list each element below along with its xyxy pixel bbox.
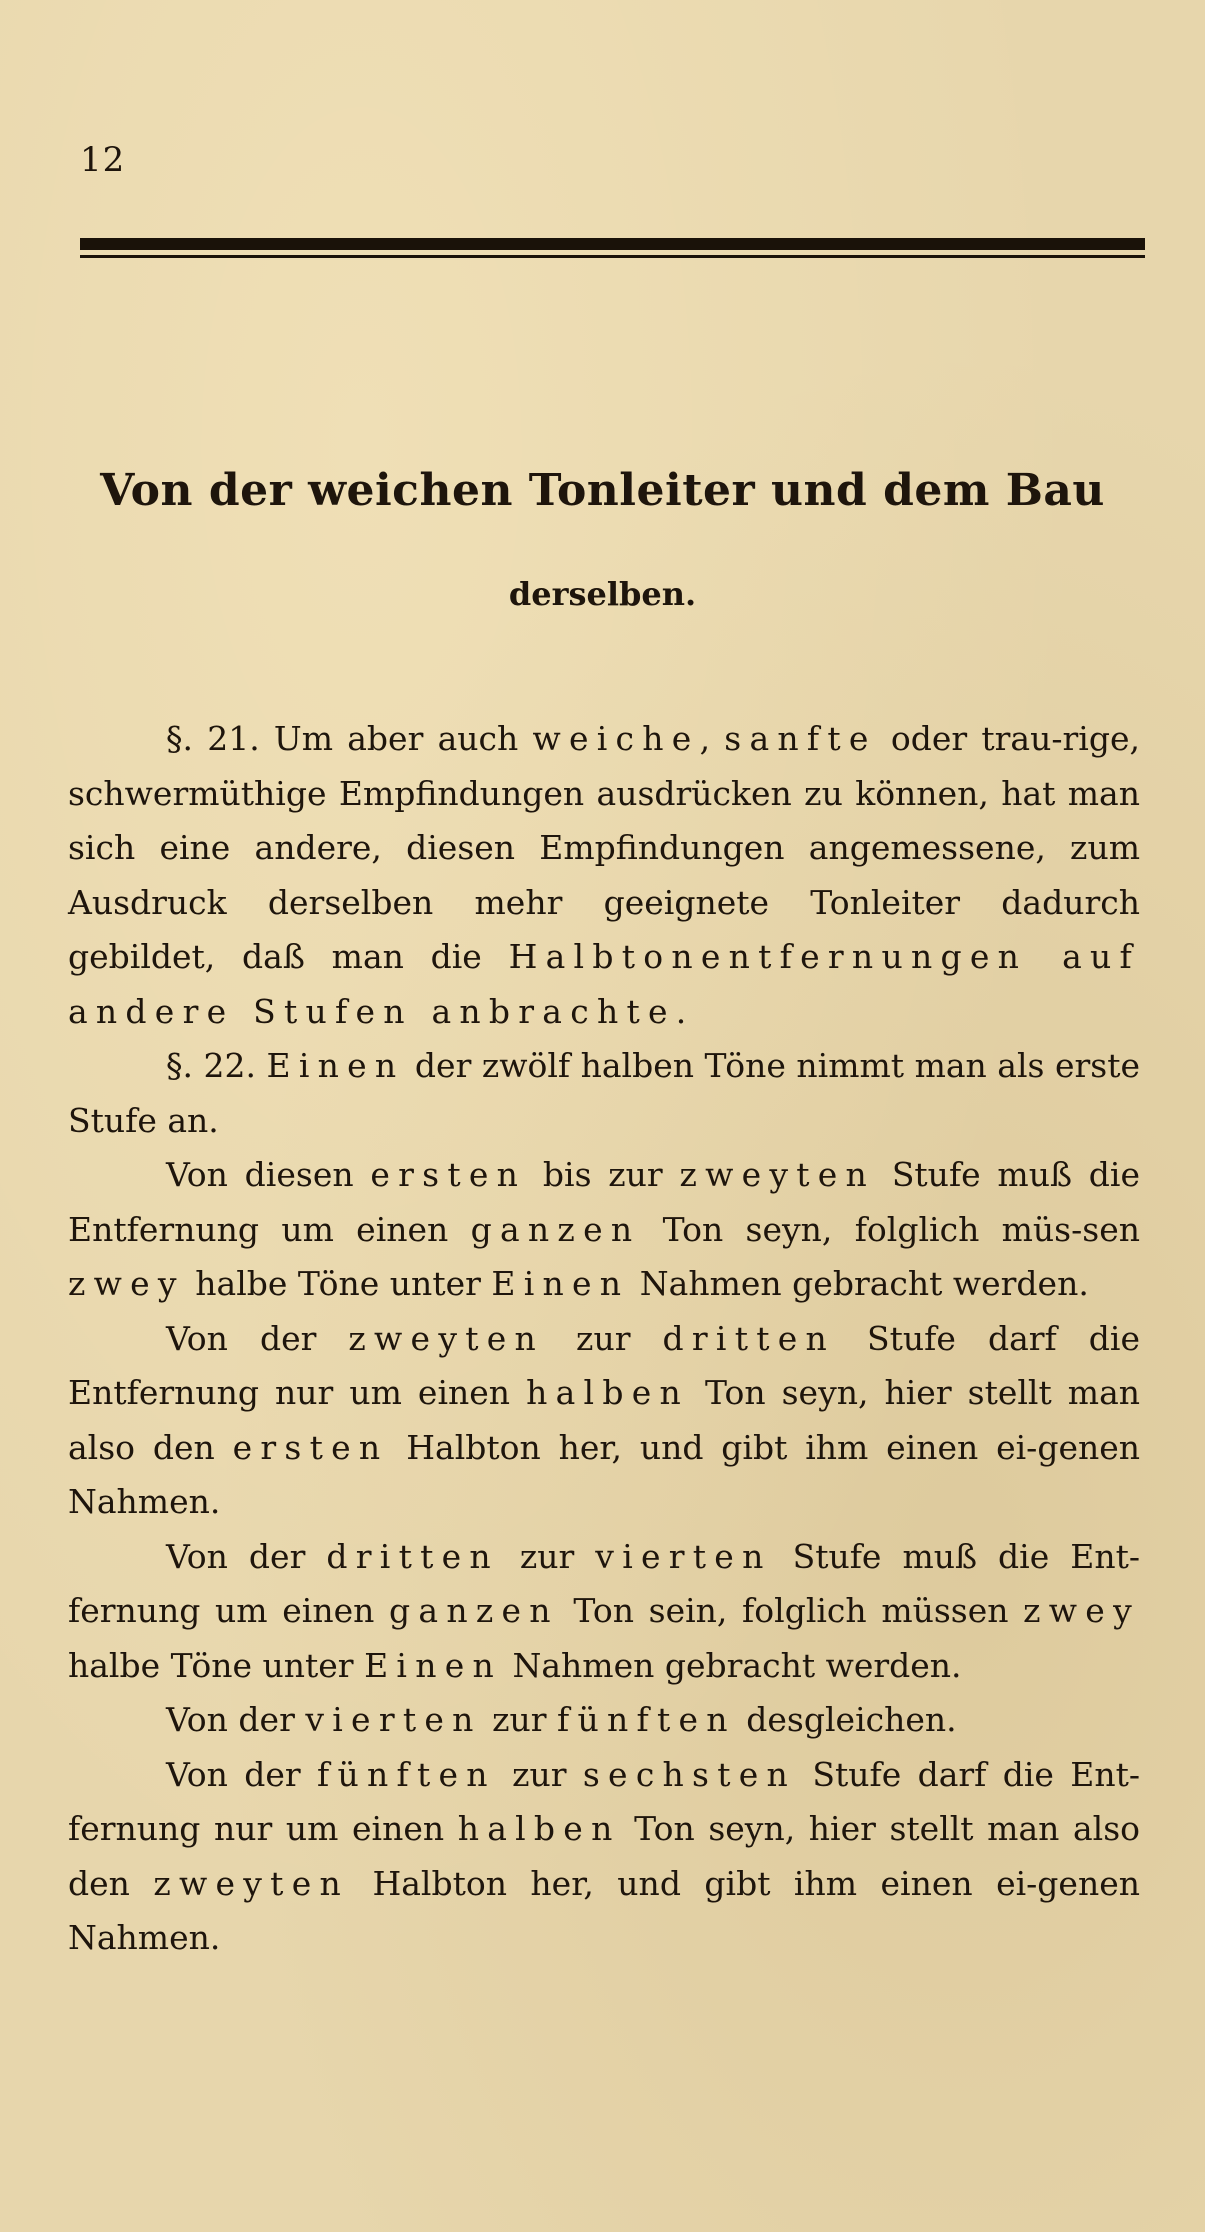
emphasized-word: dritten [662, 1318, 836, 1358]
emphasized-word: vierten [595, 1536, 772, 1576]
text-run: Stufe darf die Entfernung nur um einen [68, 1318, 1140, 1412]
text-run: Stufe muß die Entfernung um einen [68, 1155, 1140, 1249]
emphasized-word: halben [526, 1373, 689, 1412]
text-run: . [675, 991, 687, 1031]
paragraph-fifth-sixth-step [68, 1748, 1140, 1966]
text-run: , [699, 719, 725, 758]
text-run: Stufe muß die Ent-fernung um einen [68, 1536, 1140, 1630]
text-run: der zwölf halben Töne nimmt man als erste Stufe an. [68, 1046, 1140, 1140]
emphasized-word: zwey [68, 1264, 185, 1303]
emphasized-word: dritten [326, 1536, 499, 1576]
paragraph-21 [68, 712, 1140, 1039]
emphasized-word: zweyten [153, 1863, 349, 1903]
text-run: Halbton her, und gibt ihm einen ei-genen Nahmen. [68, 1863, 1140, 1957]
text-run: Nahmen gebracht werden. [502, 1645, 962, 1685]
text-run: desgleichen. [735, 1700, 957, 1739]
text-run: Von der [166, 1536, 327, 1576]
text-run: §. 21. Um aber auch [166, 719, 533, 758]
text-run: oder trau-rige, schwermüthige Empfindungen ausdrücken zu können, hat man sich eine andere, diesen Empfindungen angemessene, zum Ausdruck derselben mehr geeignete Tonleiter dadurch gebildet, daß man die [68, 719, 1140, 976]
text-run: §. 22. [166, 1046, 267, 1085]
emphasized-word: Einen [266, 1046, 405, 1085]
text-run: Ton seyn, hier stellt man also den [68, 1809, 1140, 1903]
page-number: 12 [80, 140, 126, 180]
text-run: zur [544, 1318, 663, 1358]
emphasized-word: fünften [317, 1754, 496, 1794]
text-run: zur [498, 1536, 596, 1576]
paragraph-22 [68, 1039, 1140, 1148]
text-run: Von der [166, 1754, 318, 1794]
paragraph-first-second-step [68, 1148, 1140, 1312]
body-text [68, 712, 1140, 1966]
text-run: Stufe darf die Ent-fernung nur um einen [68, 1754, 1140, 1848]
paragraph-third-fourth-step [68, 1530, 1140, 1694]
section-heading: Von der weichen Tonleiter und dem Bau [100, 465, 1105, 516]
text-run: halbe Töne unter [68, 1645, 365, 1685]
header-rule-thin [80, 255, 1145, 258]
emphasized-word: Einen [364, 1645, 503, 1685]
emphasized-word: ersten [232, 1427, 389, 1467]
text-run: Von diesen [166, 1155, 371, 1194]
text-run: Von der [166, 1318, 349, 1358]
emphasized-word: ganzen [470, 1209, 641, 1249]
header-rule-thick [80, 238, 1145, 250]
text-run: Ton seyn, hier stellt man also den [68, 1373, 1140, 1467]
emphasized-word: Einen [491, 1264, 630, 1303]
emphasized-word: vierten [305, 1700, 482, 1739]
text-run: bis zur [526, 1155, 680, 1194]
text-run: Ton sein, folglich müssen [558, 1591, 1024, 1630]
paragraph-fourth-fifth-step [68, 1693, 1140, 1748]
text-run: zur [495, 1754, 583, 1794]
text-run: Ton seyn, folglich müs-sen [640, 1209, 1140, 1249]
emphasized-word: Halbtonentfernungen auf andere Stufen anbrachte [68, 937, 1141, 1031]
emphasized-word: sanfte [724, 719, 877, 758]
emphasized-word: zwey [1023, 1591, 1140, 1630]
text-run: Nahmen gebracht werden. [629, 1264, 1089, 1303]
text-run: Halbton her, und gibt ihm einen ei-genen Nahmen. [68, 1427, 1141, 1521]
section-heading-continuation: derselben. [508, 575, 697, 613]
emphasized-word: zweyten [348, 1318, 545, 1358]
emphasized-word: weiche [532, 719, 700, 758]
emphasized-word: halben [457, 1809, 621, 1848]
emphasized-word: ersten [370, 1155, 527, 1194]
emphasized-word: sechsten [582, 1754, 797, 1794]
emphasized-word: fünften [557, 1700, 736, 1739]
text-run: zur [481, 1700, 558, 1739]
emphasized-word: zweyten [679, 1155, 876, 1194]
emphasized-word: ganzen [389, 1591, 559, 1630]
paragraph-second-third-step [68, 1312, 1140, 1530]
text-run: halbe Töne unter [184, 1264, 492, 1303]
text-run: Von der [166, 1700, 306, 1739]
